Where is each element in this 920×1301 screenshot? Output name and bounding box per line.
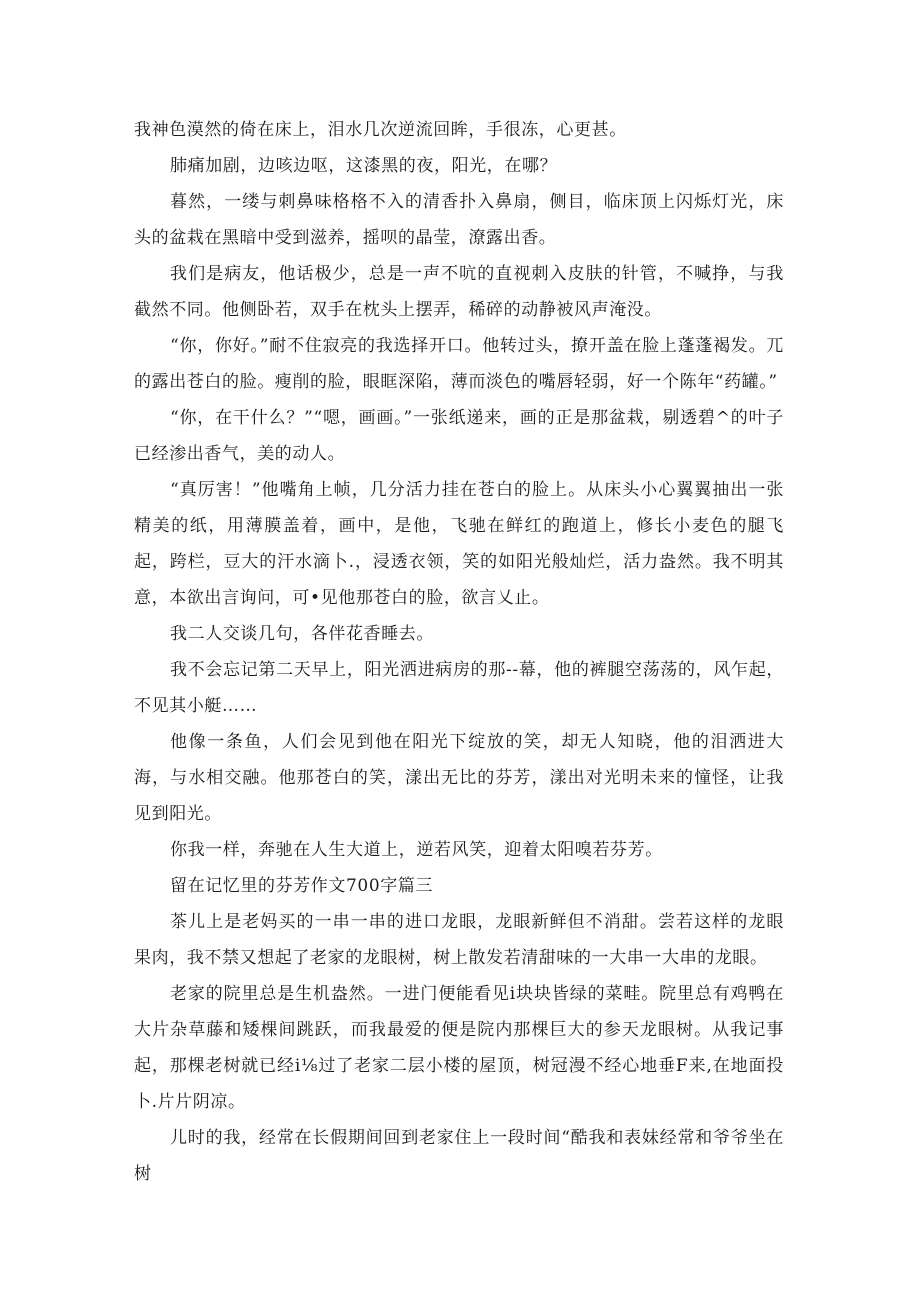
paragraph: “你，你好。”耐不住寂亮的我选择开口。他转过头，撩开盖在脸上蓬蓬褐发。兀的露出苍白的脸。瘦削的脸，眼眶深陷，薄而淡色的嘴唇轻弱，好一个陈年“药罐。” xyxy=(134,336,784,392)
paragraph: 肺痛加剧，边咳边呕，这漆黑的夜，阳光，在哪？ xyxy=(170,156,558,176)
paragraph: 我二人交谈几句，各伴花香睡去。 xyxy=(170,624,434,644)
paragraph: 你我一样，奔驰在人生大道上，逆若风笑，迎着太阳嗅若芬芳。 xyxy=(170,840,663,860)
paragraph: 暮然，一缕与刺鼻味格格不入的清香扑入鼻扇，侧目，临床顶上闪烁灯光，床头的盆栽在黑暗中受到滋养，摇呗的晶莹，潦露出香。 xyxy=(134,192,784,248)
paragraph: 我不会忘记第二天早上，阳光洒进病房的那--幕，他的裤腿空荡荡的，风乍起，不见其小艇…… xyxy=(134,660,784,716)
paragraph: 老家的院里总是生机盎然。一进门便能看见i块块皆绿的菜畦。院里总有鸡鸭在大片杂草藤和矮棵间跳跃，而我最爱的便是院内那棵巨大的参天龙眼树。从我记事起，那棵老树就已经i⅛过了老家二层小楼的屋顶，树冠漫不经心地垂F来,在地面投卜.片片阴凉。 xyxy=(134,984,784,1112)
paragraph: 茶儿上是老妈买的一串一串的进口龙眼，龙眼新鲜但不消甜。尝若这样的龙眼果肉，我不禁又想起了老家的龙眼树，树上散发若清甜味的一大串一大串的龙眼。 xyxy=(134,912,784,968)
paragraph: “真厉害！”他嘴角上帧，几分活力挂在苍白的脸上。从床头小心翼翼抽出一张精美的纸，用薄膜盖着，画中，是他，飞驰在鲜红的跑道上，修长小麦色的腿飞起，跨栏，豆大的汗水滴卜.，浸透衣领，笑的如阳光般灿烂，活力盎然。我不明其意，本欲出言询问，可•见他那苍白的脸，欲言乂止。 xyxy=(134,480,784,608)
paragraph: 我神色漠然的倚在床上，泪水几次逆流回眸，手很冻，心更甚。 xyxy=(134,120,627,140)
paragraph: 他像一条鱼，人们会见到他在阳光下绽放的笑，却无人知晓，他的泪洒进大海，与水相交融。他那苍白的笑，漾出无比的芬芳，漾出对光明未来的憧怪，让我见到阳光。 xyxy=(134,732,784,824)
paragraph: “你，在干什么？”“嗯，画画。”一张纸递来，画的正是那盆栽，剔透碧^的叶子已经渗出香气，美的动人。 xyxy=(134,408,784,464)
section-heading: 留在记忆里的芬芳作文700字篇三 xyxy=(170,876,434,896)
document-body xyxy=(134,112,784,1192)
paragraph: 儿时的我，经常在长假期间回到老家住上一段时间“酷我和表妹经常和爷爷坐在树 xyxy=(134,1128,784,1184)
paragraph: 我们是病友，他话极少，总是一声不吭的直视刺入皮肤的针管，不喊挣，与我截然不同。他侧卧若，双手在枕头上摆弄，稀碎的动静被风声淹没。 xyxy=(134,264,784,320)
